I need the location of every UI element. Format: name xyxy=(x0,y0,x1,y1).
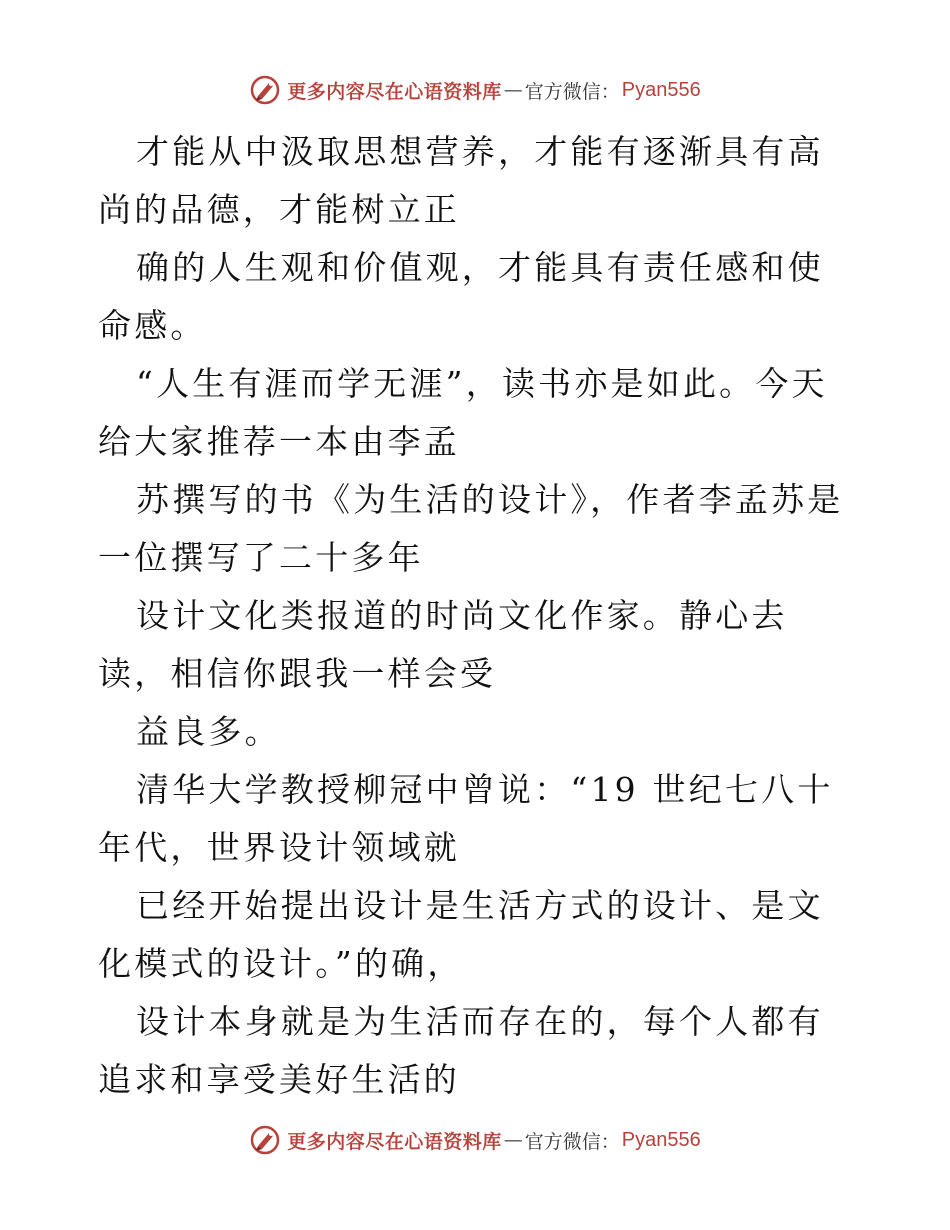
paragraph: 设计本身就是为生活而存在的，每个人都有追求和享受美好生活的 xyxy=(98,1002,824,1099)
paragraph: 益良多。 xyxy=(136,712,281,751)
banner-wechat-label: 官方微信： xyxy=(524,1130,620,1153)
banner-text: 更多内容尽在心语资料库 xyxy=(287,1130,502,1153)
paragraph: 才能从中汲取思想营养，才能有逐渐具有高尚的品德，才能树立正 xyxy=(98,132,824,229)
banner-wechat-label: 官方微信： xyxy=(524,80,620,103)
pen-circle-logo-icon xyxy=(249,74,281,106)
paragraph: 已经开始提出设计是生活方式的设计、是文化模式的设计。”的确， xyxy=(98,886,824,983)
banner-separator: — xyxy=(503,79,523,101)
banner-separator: — xyxy=(503,1129,523,1151)
footer-banner xyxy=(0,1118,950,1162)
banner-text: 更多内容尽在心语资料库 xyxy=(287,80,502,103)
paragraph: 苏撰写的书《为生活的设计》，作者李孟苏是一位撰写了二十多年 xyxy=(98,480,844,577)
banner-wechat-id: Pyan556 xyxy=(621,78,701,101)
header-banner xyxy=(0,68,950,112)
banner-wechat-id: Pyan556 xyxy=(621,1128,701,1151)
paragraph: 设计文化类报道的时尚文化作家。静心去读，相信你跟我一样会受 xyxy=(98,596,788,693)
pen-circle-logo-icon xyxy=(249,1124,281,1156)
paragraph: 清华大学教授柳冠中曾说：“19 世纪七八十年代，世界设计领域就 xyxy=(98,770,834,867)
document-body xyxy=(98,123,858,1109)
paragraph: 确的人生观和价值观，才能具有责任感和使命感。 xyxy=(98,248,824,345)
paragraph: “人生有涯而学无涯”，读书亦是如此。今天给大家推荐一本由李孟 xyxy=(98,364,828,461)
